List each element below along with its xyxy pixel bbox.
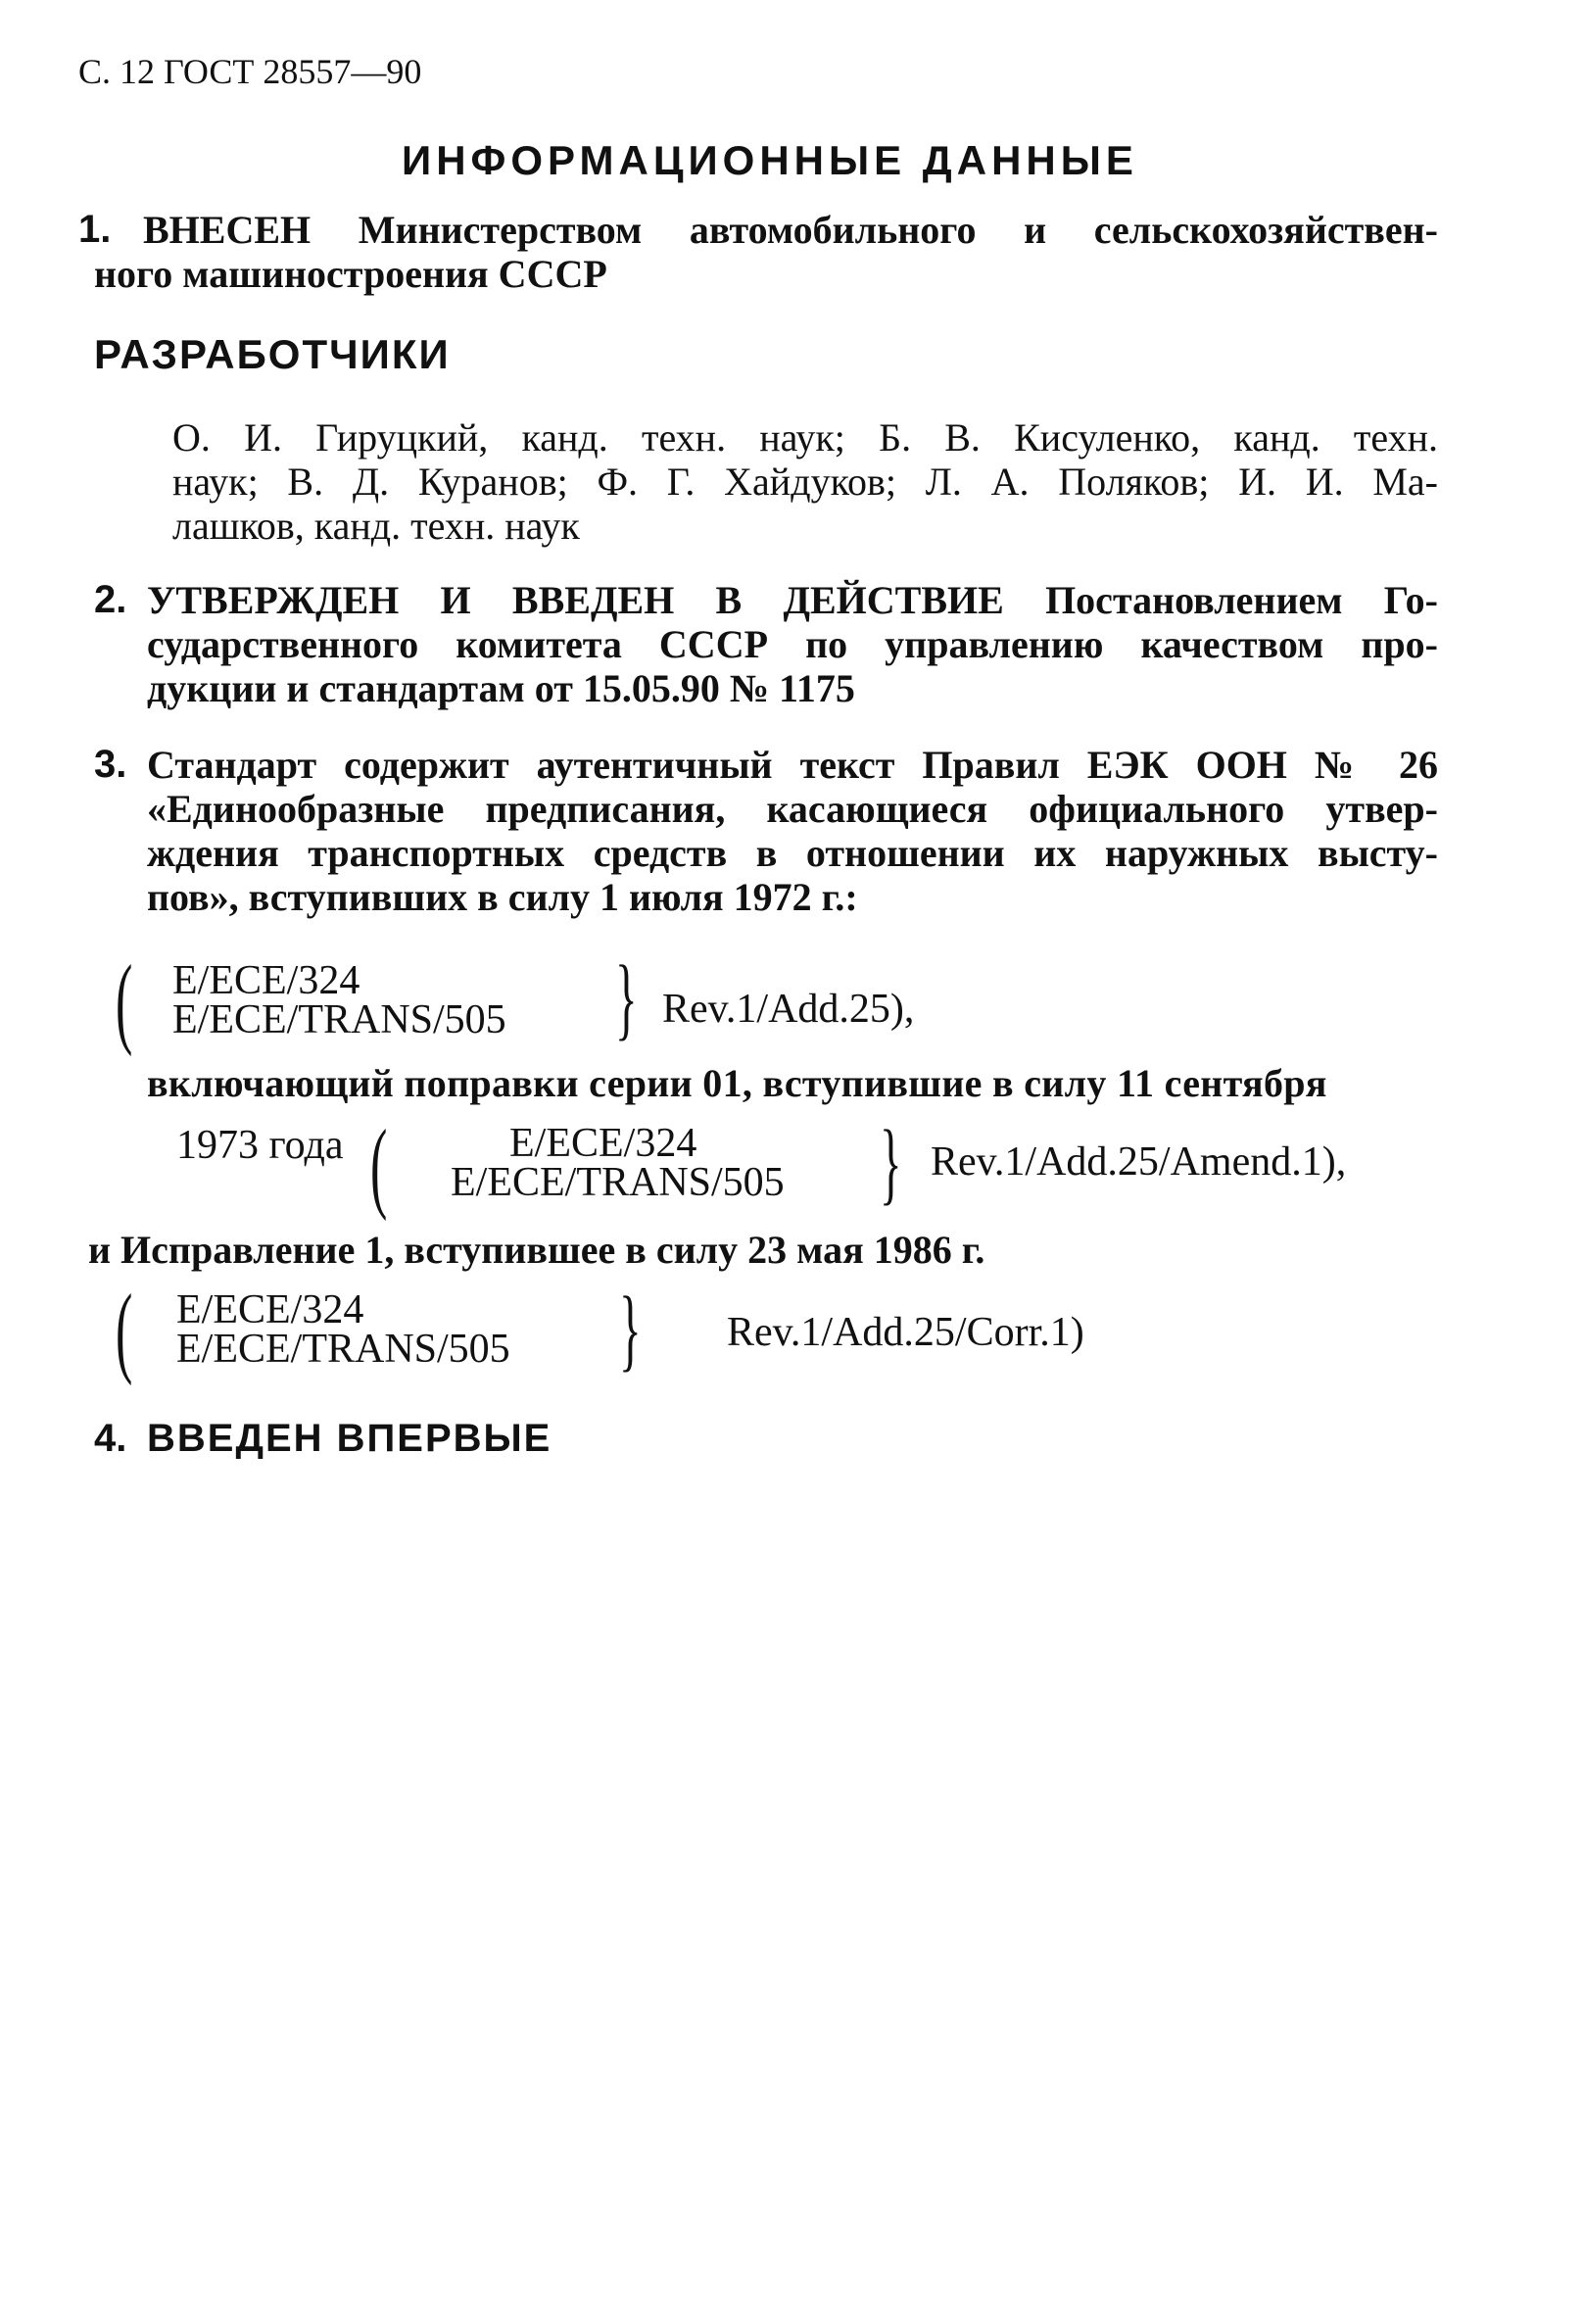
item-2-line: УТВЕРЖДЕН И ВВЕДЕН В ДЕЙСТВИЕ Постановлением Го-: [147, 578, 1438, 622]
ref-2-revision: Rev.1/Add.25/Amend.1),: [931, 1139, 1347, 1185]
developers-heading: РАЗРАБОТЧИКИ: [94, 331, 451, 377]
item-4-number: 4.: [94, 1417, 127, 1460]
ref-1-code-2: E/ECE/TRANS/505: [172, 997, 506, 1042]
correction-text: и Исправление 1, вступившее в силу 23 мая 1986 г.: [88, 1228, 985, 1272]
ref-2-open-paren: (: [370, 1109, 388, 1222]
ref-3-brace: }: [619, 1279, 642, 1380]
item-2-number: 2.: [94, 578, 127, 621]
item-3-line: «Единообразные предписания, касающиеся официального утвер-: [147, 787, 1438, 831]
ref-2-year: 1973 года: [176, 1123, 344, 1168]
ref-1-open-paren: (: [116, 944, 133, 1057]
ref-1-brace: }: [615, 947, 638, 1049]
ref-3-code-2: E/ECE/TRANS/505: [176, 1327, 510, 1372]
amendment-line: [147, 1061, 1327, 1105]
item-3-line: пов», вступивших в силу 1 июля 1972 г.:: [147, 875, 858, 919]
item-1-number: 1.: [78, 208, 112, 251]
item-2-line: сударственного комитета СССР по управлению качеством про-: [147, 622, 1438, 666]
item-2-text: [147, 578, 1438, 710]
item-3-line: ждения транспортных средств в отношении их наружных высту-: [147, 831, 1438, 875]
amendment-text: включающий поправки серии 01, вступившие в силу 11 сентября: [147, 1061, 1327, 1105]
item-1-line: ного машиностроения СССР: [94, 252, 607, 296]
ref-2-code-2: E/ECE/TRANS/505: [451, 1160, 785, 1205]
ref-3-code-1: E/ECE/324: [176, 1287, 364, 1332]
correction-line: [88, 1228, 984, 1272]
item-4-text: ВВЕДЕН ВПЕРВЫЕ: [147, 1417, 552, 1460]
item-1-line: ВНЕСЕН Министерством автомобильного и сельскохозяйствен-: [143, 208, 1438, 252]
item-3-number: 3.: [94, 743, 127, 786]
page-header: С. 12 ГОСТ 28557—90: [78, 52, 422, 91]
developers-list: [172, 415, 1438, 548]
item-3-text: [147, 743, 1438, 919]
ref-2-code-1: E/ECE/324: [509, 1121, 697, 1166]
ref-2-brace: }: [880, 1112, 902, 1214]
developers-line: наук; В. Д. Куранов; Ф. Г. Хайдуков; Л. А. Поляков; И. И. Ма-: [172, 460, 1438, 504]
page-title: ИНФОРМАЦИОННЫЕ ДАННЫЕ: [402, 137, 1138, 183]
ref-3-revision: Rev.1/Add.25/Corr.1): [727, 1310, 1084, 1355]
ref-1-revision: Rev.1/Add.25),: [662, 987, 915, 1032]
item-1-text: [143, 208, 1438, 252]
developers-line: О. И. Гируцкий, канд. техн. наук; Б. В. Кисуленко, канд. техн.: [172, 415, 1438, 460]
ref-1-code-1: E/ECE/324: [172, 958, 360, 1003]
developers-line: лашков, канд. техн. наук: [172, 504, 580, 548]
item-2-line: дукции и стандартам от 15.05.90 № 1175: [147, 666, 855, 710]
item-3-line: Стандарт содержит аутентичный текст Правил ЕЭК ООН № 26: [147, 743, 1438, 787]
item-1-text-cont: [94, 252, 607, 296]
ref-3-open-paren: (: [116, 1274, 133, 1386]
